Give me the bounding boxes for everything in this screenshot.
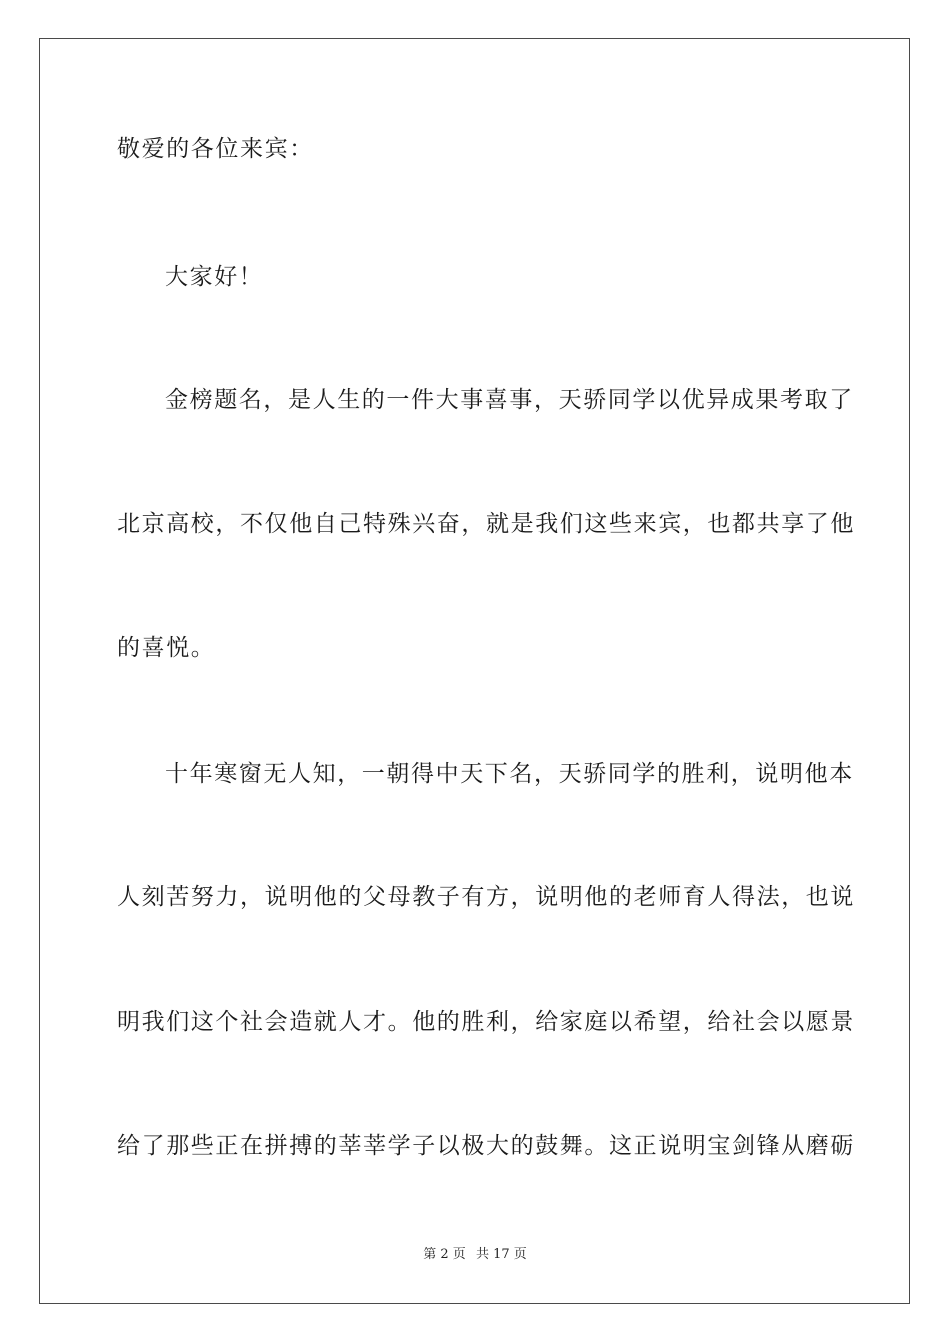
paragraph-line: 明我们这个社会造就人才。他的胜利，给家庭以希望，给社会以愿景: [117, 1009, 855, 1035]
page-footer: [0, 1246, 950, 1264]
paragraph-line: 金榜题名，是人生的一件大事喜事，天骄同学以优异成果考取了: [165, 387, 854, 413]
page-border: [39, 38, 910, 1304]
paragraph-line: 人刻苦努力，说明他的父母教子有方，说明他的老师育人得法，也说: [117, 884, 855, 910]
paragraph-line: 十年寒窗无人知，一朝得中天下名，天骄同学的胜利，说明他本: [165, 761, 854, 787]
paragraph-line: 的喜悦。: [117, 635, 216, 661]
page-number: 第 2 页: [423, 1247, 466, 1262]
greeting: 大家好！: [165, 264, 264, 290]
paragraph-line: 北京高校，不仅他自己特殊兴奋，就是我们这些来宾，也都共享了他: [117, 511, 855, 537]
salutation: 敬爱的各位来宾：: [117, 136, 314, 162]
paragraph-line: 给了那些正在拼搏的莘莘学子以极大的鼓舞。这正说明宝剑锋从磨砺: [117, 1133, 855, 1159]
page-total: 共 17 页: [475, 1247, 527, 1262]
